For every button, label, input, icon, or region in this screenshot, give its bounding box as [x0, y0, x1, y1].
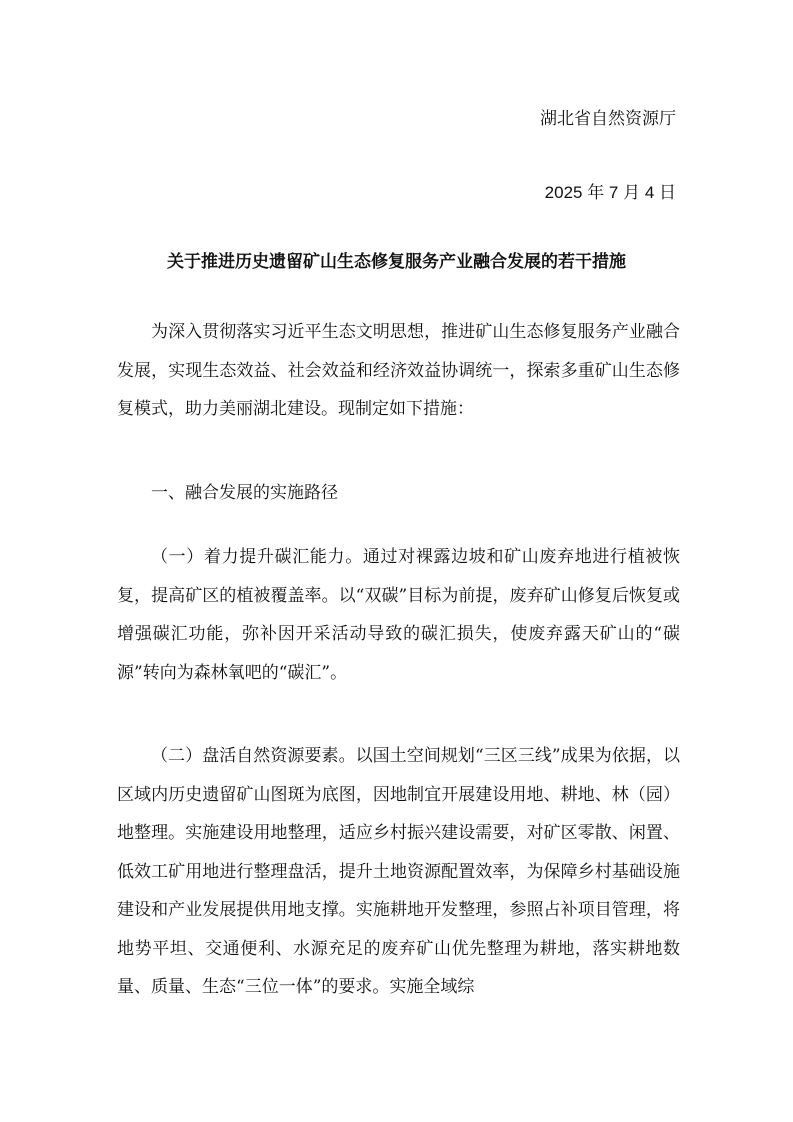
item-2-paragraph: （二）盘活自然资源要素。以国土空间规划“三区三线”成果为依据，以区域内历史遗留矿山图斑为底图，因地制宜开展建设用地、耕地、林（园）地整理。实施建设用地整理，适应乡村振兴建设需要，对矿区零散、闲置、低效工矿用地进行整理盘活，提升土地资源配置效率，为保障乡村基础设施建设和产业发展提供用地支撑。实施耕地开发整理，参照占补项目管理，将地势平坦、交通便利、水源充足的废弃矿山优先整理为耕地，落实耕地数量、质量、生态“三位一体”的要求。实施全域综 [117, 746, 680, 997]
document-title: 关于推进历史遗留矿山生态修复服务产业融合发展的若干措施 [167, 252, 626, 272]
section-heading: 一、融合发展的实施路径 [151, 483, 338, 503]
intro-paragraph: 为深入贯彻落实习近平生态文明思想，推进矿山生态修复服务产业融合发展，实现生态效益、社会效益和经济效益协调统一，探索多重矿山生态修复模式，助力美丽湖北建设。现制定如下措施： [117, 322, 680, 419]
issuer-name: 湖北省自然资源厅 [540, 109, 676, 129]
item-1-paragraph: （一）着力提升碳汇能力。通过对裸露边坡和矿山废弃地进行植被恢复，提高矿区的植被覆盖率。以“双碳”目标为前提，废弃矿山修复后恢复或增强碳汇功能，弥补因开采活动导致的碳汇损失，使废弃露天矿山的“碳源”转向为森林氧吧的“碳汇”。 [117, 547, 680, 683]
issue-date: 2025 年 7 月 4 日 [544, 183, 676, 202]
